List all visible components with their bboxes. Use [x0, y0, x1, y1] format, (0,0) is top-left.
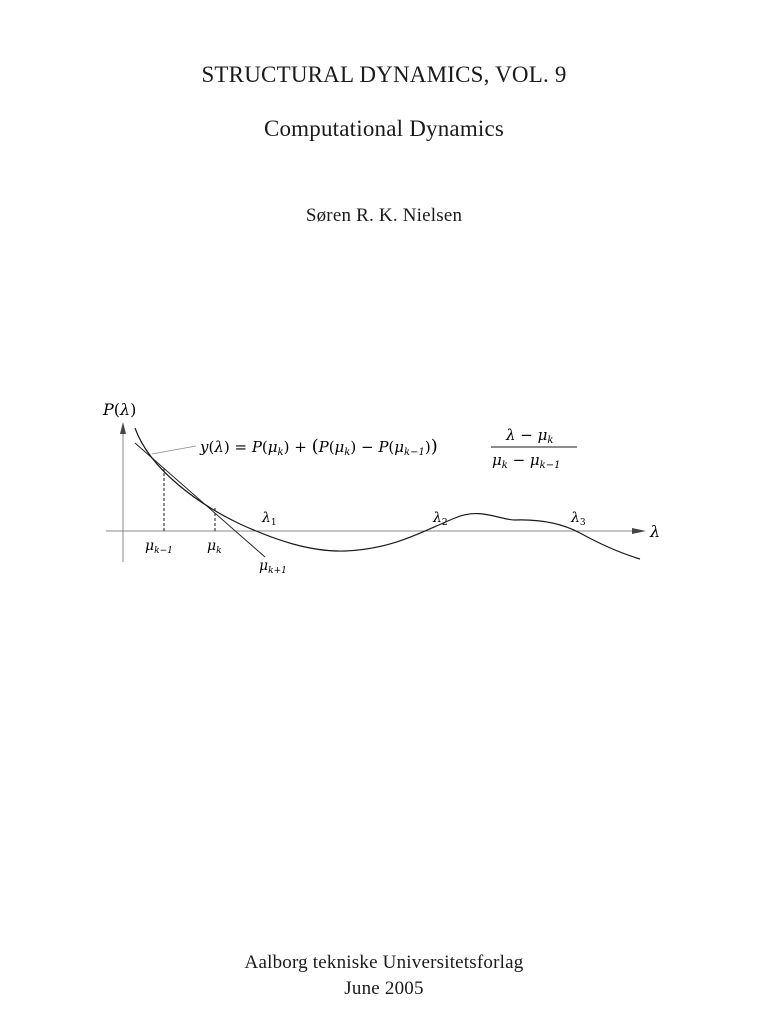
secant-line — [135, 443, 265, 557]
svg-text:μk − μk−1: $\mu_k - \mu_{k-1}$ — [492, 451, 561, 471]
publisher: Aalborg tekniske Universitetsforlag — [244, 952, 524, 973]
equation-leader-line — [152, 446, 196, 454]
y-axis-arrow-icon — [120, 422, 126, 434]
mu-kp1-label: $\mu_{k+1}$ — [259, 558, 287, 576]
secant-equation — [199, 426, 577, 471]
y-axis-label: P(λ) — [103, 400, 137, 419]
svg-text:y(λ) = P(μk) + (P(μk) − P(μk−1: $y(\lambda) = P(\mu_k) + (P(\mu_k) - P(\mu_{k-1}))$ — [200, 436, 438, 458]
x-axis-arrow-icon — [632, 528, 646, 534]
lambda2-label: $\lambda_2$ — [433, 510, 448, 528]
publication-date: June 2005 — [344, 978, 424, 999]
lambda3-label: $\lambda_3$ — [571, 510, 586, 528]
series-title: STRUCTURAL DYNAMICS, VOL. 9 — [201, 62, 567, 87]
mu-km1-label: $\mu_{k-1}$ — [145, 538, 173, 556]
author-name: Søren R. K. Nielsen — [305, 205, 463, 226]
mu-k-label: $\mu_k$ — [207, 538, 222, 556]
book-title: Computational Dynamics — [263, 116, 505, 141]
x-axis-label: λ — [650, 522, 661, 541]
lambda1-label: $\lambda_1$ — [262, 510, 277, 528]
svg-text:λ − μk: $\lambda - \mu_k$ — [506, 426, 554, 446]
